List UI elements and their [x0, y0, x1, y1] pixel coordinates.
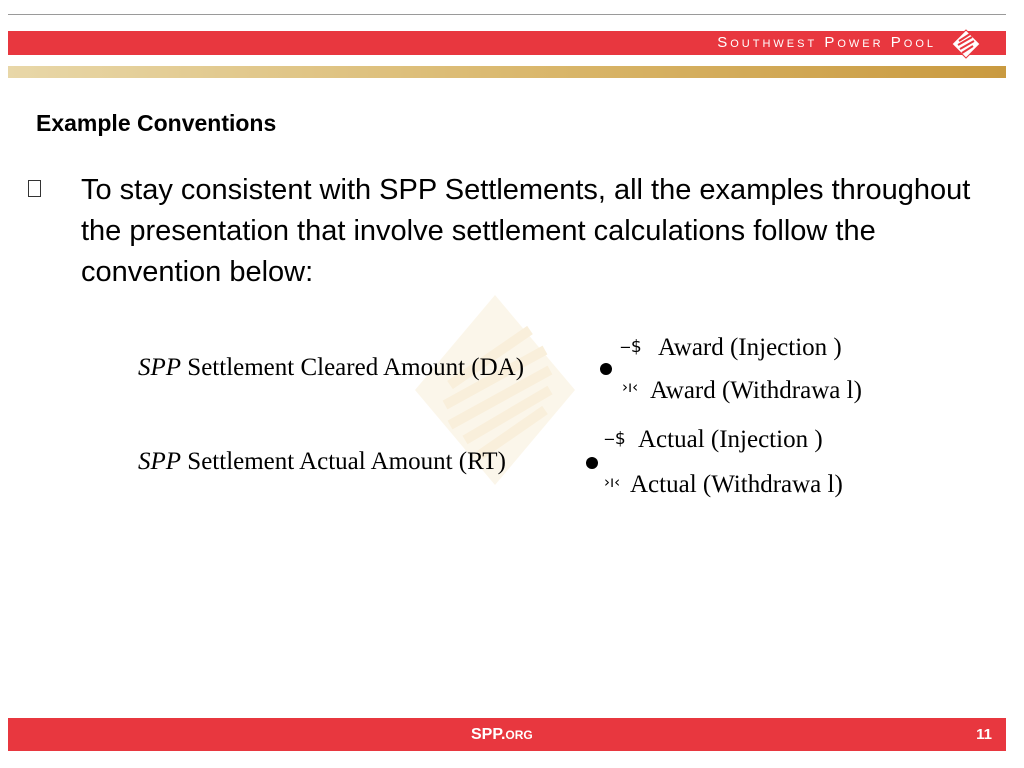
equation-2-bottom-sign-glyph: ›ı‹ [604, 473, 621, 491]
equation-1-lhs-text: Settlement Cleared Amount (DA) [181, 354, 525, 381]
equation-2-top-sign-glyph: ‒$ [604, 429, 626, 449]
footer-site-main: SPP. [471, 726, 506, 743]
slide-title: Example Conventions [36, 110, 277, 136]
equation-2-equals-dot [586, 457, 598, 469]
header-bar [8, 31, 1006, 55]
footer-site-link[interactable] [471, 726, 533, 744]
equation-1-bottom-sign-glyph: ›ı‹ [622, 378, 639, 396]
footer-site-suffix: ORG [505, 728, 533, 742]
equation-1-lhs [138, 354, 524, 382]
equation-1-term-award-withdrawal: Award (Withdrawa l) [650, 377, 862, 404]
brand-name: Southwest Power Pool [717, 34, 936, 51]
bullet-box-icon [28, 180, 41, 197]
equation-2-spp: SPP [138, 448, 182, 475]
top-rule [8, 14, 1006, 15]
equation-1-equals-dot [600, 363, 612, 375]
equation-2-lhs-text: Settlement Actual Amount (RT) [181, 448, 506, 475]
equation-1-spp: SPP [138, 354, 182, 381]
page-number: 11 [976, 726, 992, 743]
equation-1-top-sign-glyph: ‒$ [620, 337, 642, 357]
accent-gradient-bar [8, 66, 1006, 78]
equation-2-term-actual-withdrawal: Actual (Withdrawa l) [630, 471, 843, 498]
spp-logo-icon [950, 29, 982, 59]
equation-1-term-award-injection: Award (Injection ) [658, 334, 842, 361]
equation-2-lhs [138, 448, 506, 476]
footer-bar [8, 718, 1006, 751]
equation-2-term-actual-injection: Actual (Injection ) [638, 426, 823, 453]
bullet-text: To stay consistent with SPP Settlements, all the examples throughout the presentation that involve settlement calculations follow the convention below: [81, 174, 971, 288]
